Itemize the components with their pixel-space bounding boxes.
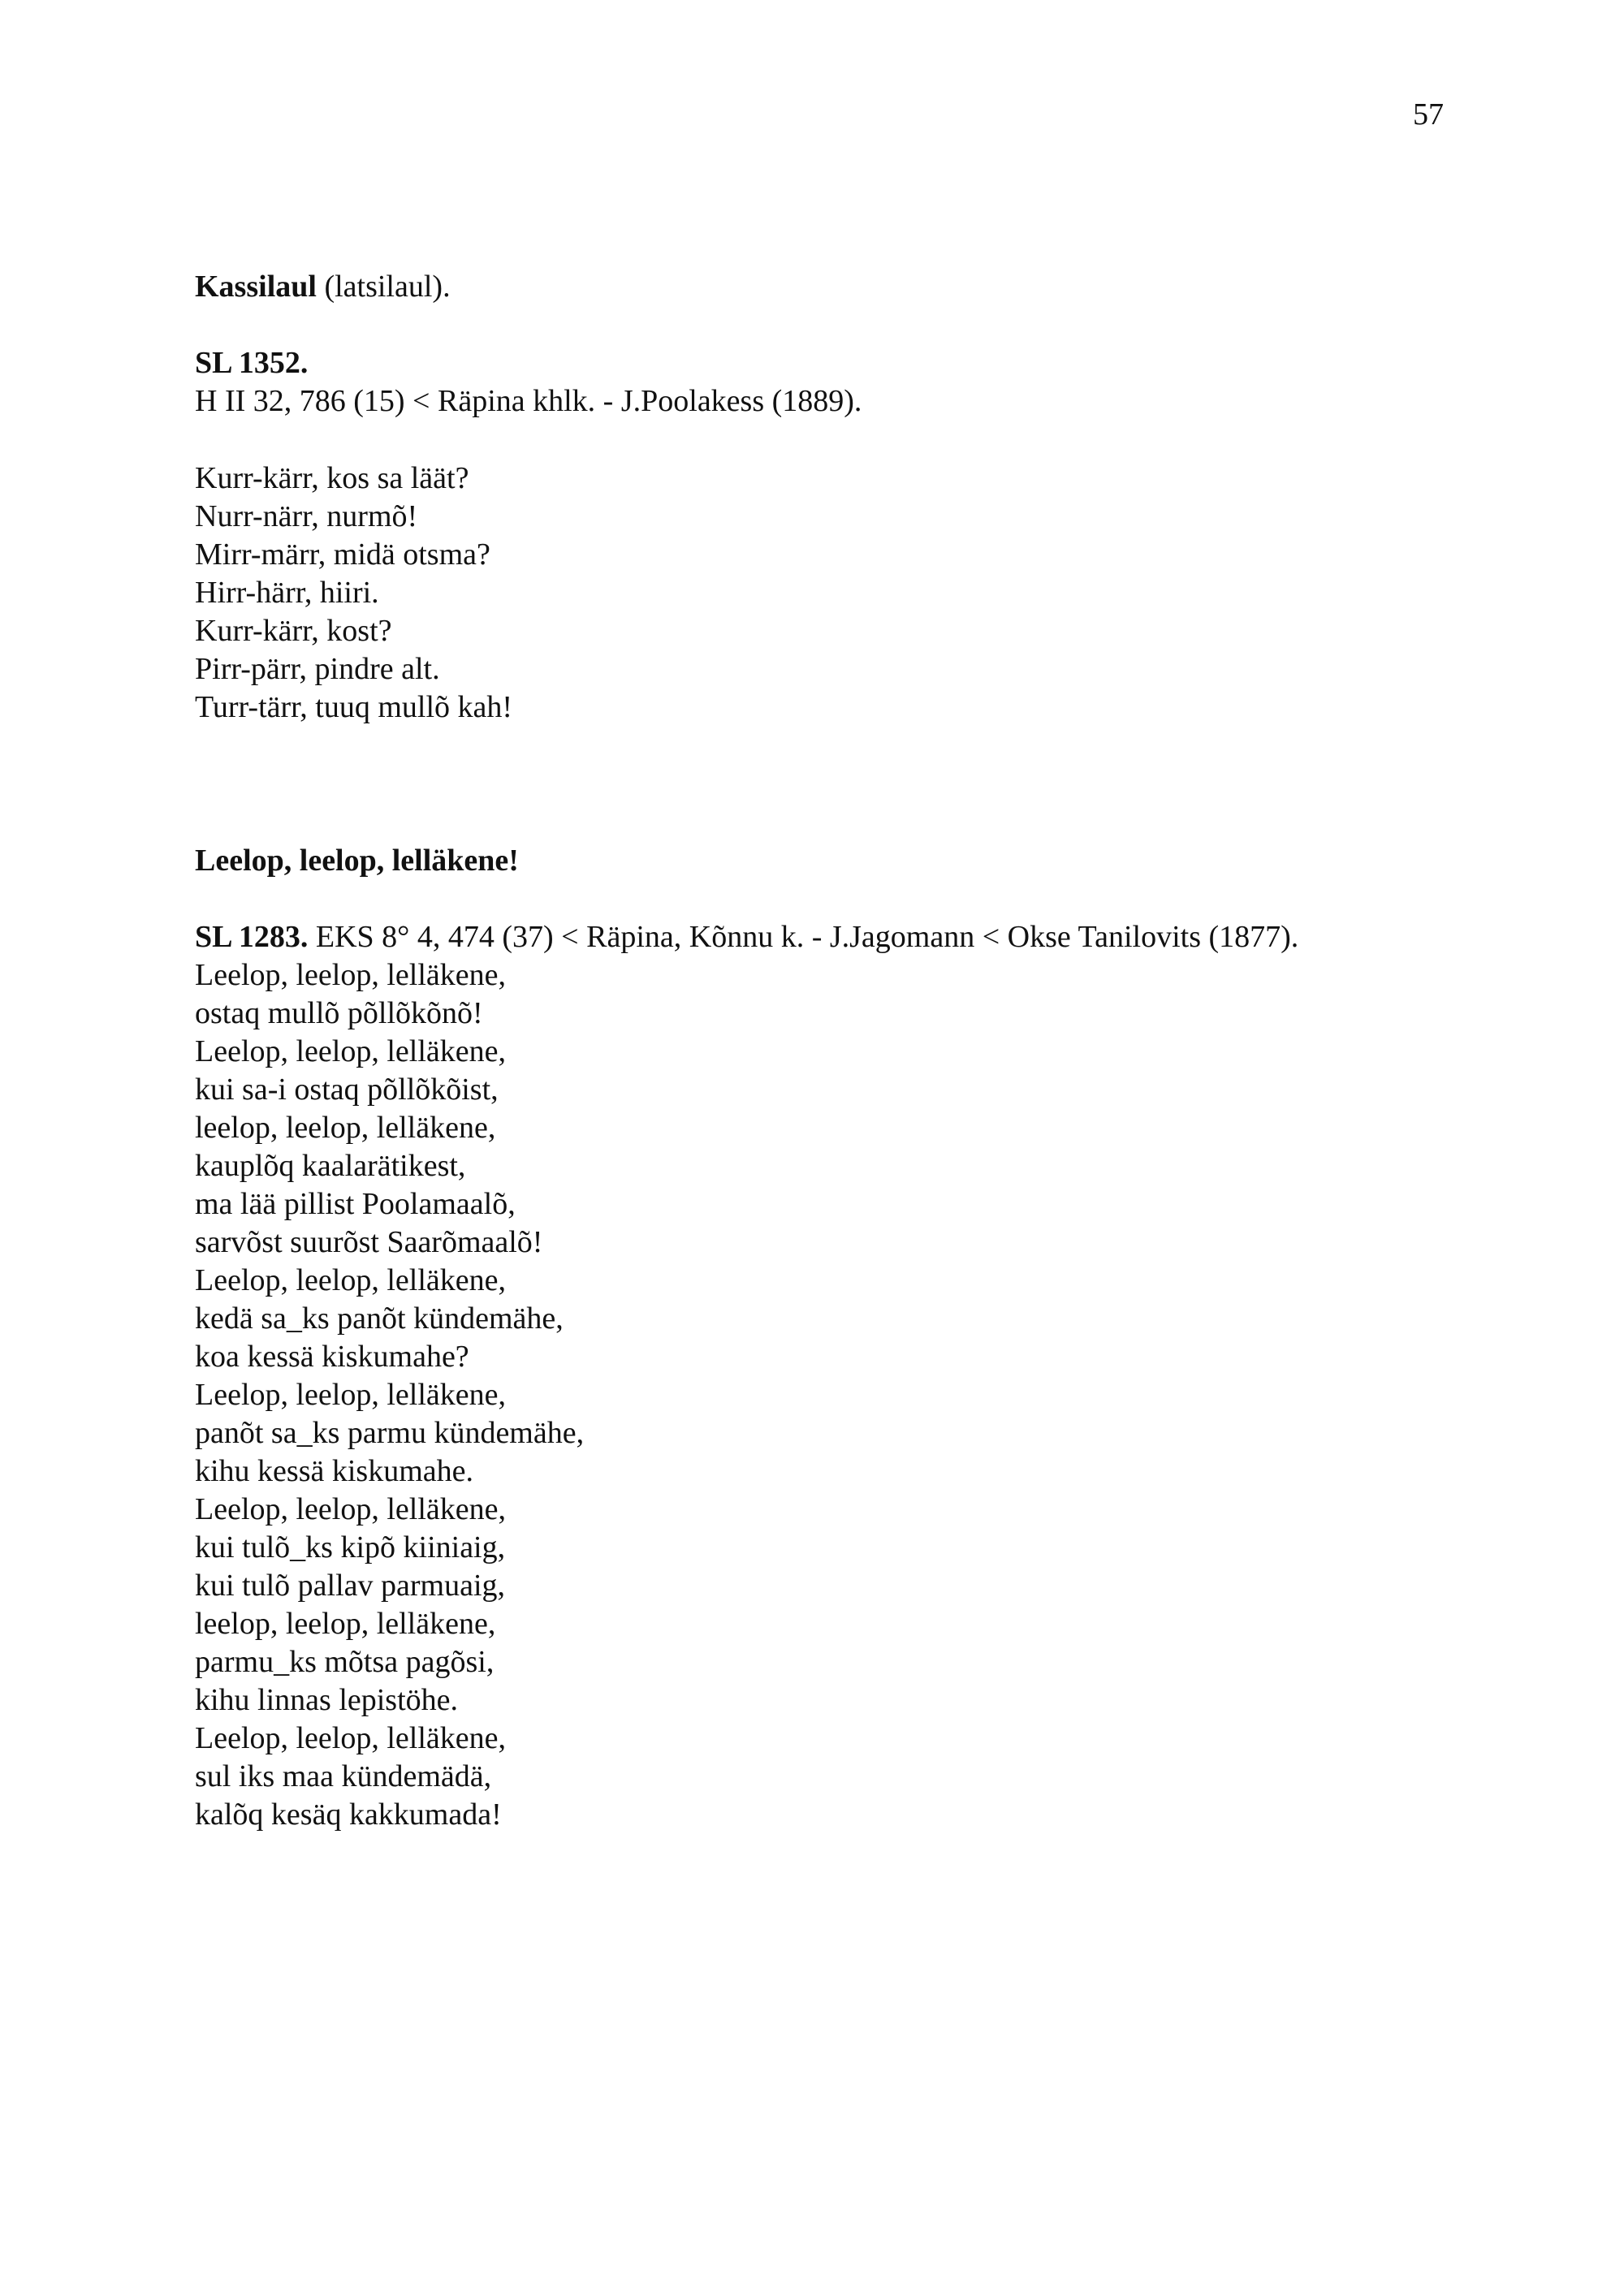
- song2-lyric-line: ma lää pillist Poolamaalõ,: [195, 1187, 516, 1221]
- song1-lyric-line: Kurr-kärr, kos sa läät?: [195, 461, 469, 495]
- song2-lyric-line: kihu linnas lepistöhe.: [195, 1683, 459, 1717]
- song2-lyric-line: koa kessä kiskumahe?: [195, 1340, 469, 1374]
- song2-lyric-line: Leelop, leelop, lelläkene,: [195, 958, 506, 992]
- song-1: [195, 268, 1462, 306]
- song-2-source-line: [195, 918, 1462, 956]
- song2-lyric-line: kui tulõ pallav parmuaig,: [195, 1569, 506, 1603]
- song-1-source: H II 32, 786 (15) < Räpina khlk. - J.Poolakess (1889).: [195, 384, 862, 418]
- song2-lyric-line: sul iks maa kündemädä,: [195, 1759, 492, 1793]
- song-2-code: SL 1283.: [195, 920, 309, 954]
- song2-lyric-line: Leelop, leelop, lelläkene,: [195, 1378, 506, 1412]
- page-number: 57: [1413, 97, 1444, 132]
- song-2-title: Leelop, leelop, lelläkene!: [195, 844, 519, 878]
- song-1-lyrics: [195, 460, 1462, 727]
- song-2-source: EKS 8° 4, 474 (37) < Räpina, Kõnnu k. - J.Jagomann < Okse Tanilovits (1877).: [308, 920, 1299, 954]
- song1-lyric-line: Nurr-närr, nurmõ!: [195, 499, 418, 533]
- song2-lyric-line: kui sa-i ostaq põllõkõist,: [195, 1072, 499, 1107]
- song2-lyric-line: Leelop, leelop, lelläkene,: [195, 1492, 506, 1526]
- song2-lyric-line: Leelop, leelop, lelläkene,: [195, 1263, 506, 1297]
- song2-lyric-line: panõt sa_ks parmu kündemähe,: [195, 1416, 585, 1450]
- song-1-code: SL 1352.: [195, 346, 309, 380]
- song2-lyric-line: Leelop, leelop, lelläkene,: [195, 1721, 506, 1755]
- song1-lyric-line: Pirr-pärr, pindre alt.: [195, 652, 440, 686]
- song-1-title-rest: (latsilaul).: [316, 270, 451, 304]
- song2-lyric-line: Leelop, leelop, lelläkene,: [195, 1034, 506, 1068]
- song2-lyric-line: kauplõq kaalarätikest,: [195, 1149, 466, 1183]
- song2-lyric-line: ostaq mullõ põllõkõnõ!: [195, 996, 483, 1030]
- song2-lyric-line: kedä sa_ks panõt kündemähe,: [195, 1301, 564, 1336]
- song-1-reference: [195, 344, 1462, 421]
- song-2: [195, 842, 1462, 880]
- song1-lyric-line: Kurr-kärr, kost?: [195, 614, 392, 648]
- song-2-lyrics: [195, 956, 1462, 1834]
- song-1-title-bold: Kassilaul: [195, 270, 317, 304]
- song2-lyric-line: sarvõst suurõst Saarõmaalõ!: [195, 1225, 543, 1259]
- song2-lyric-line: leelop, leelop, lelläkene,: [195, 1607, 496, 1641]
- song1-lyric-line: Hirr-härr, hiiri.: [195, 576, 379, 610]
- song2-lyric-line: leelop, leelop, lelläkene,: [195, 1111, 496, 1145]
- song-2-reference: [195, 918, 1462, 956]
- song2-lyric-line: parmu_ks mõtsa pagõsi,: [195, 1645, 495, 1679]
- song1-lyric-line: Turr-tärr, tuuq mullõ kah!: [195, 690, 513, 724]
- song2-lyric-line: kui tulõ_ks kipõ kiiniaig,: [195, 1530, 506, 1564]
- song-1-title: [195, 268, 1462, 306]
- song2-lyric-line: kihu kessä kiskumahe.: [195, 1454, 474, 1488]
- song1-lyric-line: Mirr-märr, midä otsma?: [195, 537, 490, 572]
- song2-lyric-line: kalõq kesäq kakkumada!: [195, 1798, 502, 1832]
